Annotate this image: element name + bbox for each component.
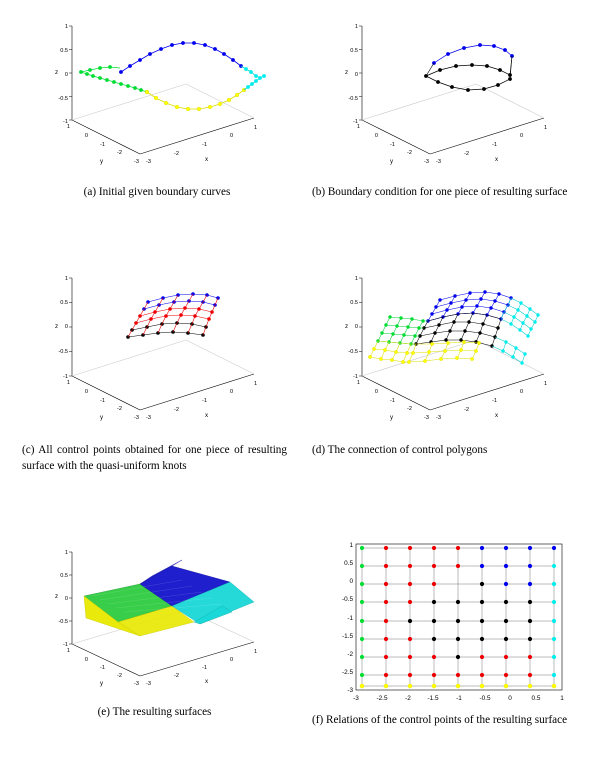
tick-x: -2 [174, 673, 179, 679]
panel-c-caption-text: All control points obtained for one piece of resulting surface with the quasi-uniform knots [22, 444, 287, 473]
tick-y: -2 [407, 150, 412, 156]
tick-z: 1 [64, 276, 68, 282]
axis-label-z: z [55, 593, 59, 600]
axis-label-y: y [100, 158, 104, 165]
tick-y: -2 [117, 406, 122, 412]
tick-z: 1 [354, 276, 358, 282]
tick-x: 1 [254, 649, 258, 655]
panel-a-caption-text: Initial given boundary curves [98, 186, 231, 198]
plot-b-svg [312, 8, 584, 178]
axis-label-x: x [205, 678, 209, 685]
tick-z: -0.5 [58, 619, 68, 625]
panel-d-plot [312, 258, 587, 438]
plot-f-svg [312, 536, 584, 708]
tick-y: -1.5 [341, 633, 353, 640]
tick-x: 1 [254, 125, 258, 131]
tick-y: 0 [84, 389, 88, 395]
panel-e-plot [22, 540, 297, 700]
axis-label-z: z [55, 69, 59, 76]
panel-c-caption-label: (c) [22, 444, 35, 456]
panel-f-plot [312, 536, 587, 708]
tick-y: -2 [117, 673, 122, 679]
tick-x: -1 [456, 695, 462, 702]
tick-y: -3 [134, 415, 139, 421]
tick-z: 0 [64, 596, 68, 602]
tick-x: 0 [520, 133, 524, 139]
axis-label-x: x [495, 412, 499, 419]
panel-b-caption-label: (b) [312, 186, 326, 198]
tick-x: 1 [544, 381, 548, 387]
panel-b [312, 8, 587, 200]
tick-z: -0.5 [58, 96, 68, 102]
tick-y: 1 [66, 380, 70, 386]
tick-x: -3 [146, 415, 151, 421]
tick-z: 1 [354, 24, 358, 30]
panel-d-caption-label: (d) [312, 444, 326, 456]
tick-z: -1 [353, 119, 358, 125]
tick-x: 1 [560, 695, 564, 702]
tick-z: -0.5 [58, 349, 68, 355]
tick-z: -1 [63, 642, 68, 648]
axis-label-y: y [390, 414, 394, 421]
tick-z: 0.5 [60, 300, 68, 306]
tick-x: -3 [146, 681, 151, 687]
panel-c [22, 258, 297, 474]
tick-z: 0.5 [60, 48, 68, 54]
tick-x: -2 [464, 151, 469, 157]
tick-y: 0 [374, 133, 378, 139]
tick-y: -2 [407, 406, 412, 412]
tick-x: -1 [202, 398, 207, 404]
tick-z: 1 [64, 550, 68, 556]
tick-x: -3 [353, 695, 359, 702]
panel-a-plot [22, 8, 292, 178]
tick-y: 1 [66, 648, 70, 654]
tick-x: -3 [146, 159, 151, 165]
plot-a-svg [22, 8, 292, 178]
tick-y: -3 [134, 681, 139, 687]
tick-z: 1 [64, 24, 68, 30]
tick-y: -1 [390, 142, 395, 148]
panel-e-caption-text: The resulting surfaces [112, 706, 212, 718]
tick-x: -1 [202, 142, 207, 148]
plot-d-svg [312, 258, 584, 438]
tick-y: -3 [347, 687, 353, 694]
tick-y: 0.5 [344, 560, 353, 567]
tick-x: 0 [230, 657, 234, 663]
panel-e [22, 540, 297, 720]
tick-y: -1 [390, 398, 395, 404]
axis-label-x: x [495, 156, 499, 163]
tick-x: 0 [230, 389, 234, 395]
panel-b-plot [312, 8, 587, 178]
panel-e-caption [22, 704, 287, 720]
tick-x: -0.5 [479, 695, 491, 702]
tick-x: 0.5 [531, 695, 541, 702]
tick-y: -3 [424, 415, 429, 421]
tick-y: -1 [100, 142, 105, 148]
tick-x: 0 [508, 695, 512, 702]
tick-y: -2 [347, 651, 353, 658]
tick-y: 1 [356, 124, 360, 130]
panel-d [312, 258, 587, 458]
tick-x: -1 [492, 398, 497, 404]
tick-z: -0.5 [348, 96, 358, 102]
tick-z: 0 [64, 324, 68, 330]
panel-a-caption-label: (a) [83, 186, 97, 198]
tick-z: 0.5 [350, 300, 358, 306]
panel-c-caption [22, 442, 287, 474]
axis-label-z: z [345, 323, 349, 330]
panel-b-caption-text: Boundary condition for one piece of resulting surface [327, 186, 568, 198]
tick-y: -0.5 [341, 596, 353, 603]
panel-d-caption-text: The connection of control polygons [327, 444, 488, 456]
tick-x: 0 [520, 389, 524, 395]
panel-a [22, 8, 292, 200]
tick-y: -1 [100, 398, 105, 404]
panel-f-caption [312, 712, 577, 728]
tick-z: -1 [353, 374, 358, 380]
tick-x: -2 [174, 151, 179, 157]
tick-z: -1 [63, 374, 68, 380]
tick-x: 1 [254, 381, 258, 387]
tick-x: -2.5 [376, 695, 388, 702]
tick-y: 0 [84, 133, 88, 139]
tick-y: 0 [374, 389, 378, 395]
panel-a-caption [22, 184, 292, 200]
axis-label-x: x [205, 156, 209, 163]
tick-x: 0 [230, 133, 234, 139]
tick-x: -3 [436, 159, 441, 165]
axis-label-z: z [345, 69, 349, 76]
panel-c-plot [22, 258, 297, 438]
tick-z: -1 [63, 119, 68, 125]
tick-z: 0 [354, 324, 358, 330]
panel-b-caption [312, 184, 575, 200]
tick-y: 0 [84, 657, 88, 663]
tick-x: -1 [492, 142, 497, 148]
axis-label-y: y [100, 680, 104, 687]
tick-y: 1 [349, 542, 353, 549]
panel-e-caption-label: (e) [97, 706, 110, 718]
tick-y: -1 [347, 615, 353, 622]
tick-y: -2 [117, 150, 122, 156]
axis-label-y: y [100, 414, 104, 421]
tick-y: -1 [100, 665, 105, 671]
tick-y: -2.5 [341, 669, 353, 676]
panel-f-caption-text: Relations of the control points of the resulting surface [325, 714, 568, 726]
panel-d-caption [312, 442, 577, 458]
tick-y: -3 [424, 159, 429, 165]
tick-y: 1 [66, 124, 70, 130]
tick-z: -0.5 [348, 349, 358, 355]
tick-x: -3 [436, 415, 441, 421]
tick-z: 0 [354, 72, 358, 78]
tick-y: 1 [356, 380, 360, 386]
axis-label-x: x [205, 412, 209, 419]
tick-x: -2 [464, 407, 469, 413]
tick-x: -2 [174, 407, 179, 413]
tick-x: -2 [405, 695, 411, 702]
tick-y: 0 [349, 578, 353, 585]
tick-z: 0.5 [60, 573, 68, 579]
tick-y: -3 [134, 159, 139, 165]
tick-x: 1 [544, 125, 548, 131]
plot-e-svg [22, 540, 294, 700]
axis-label-z: z [55, 323, 59, 330]
plot-c-svg [22, 258, 294, 438]
tick-z: 0 [64, 72, 68, 78]
tick-x: -1.5 [427, 695, 439, 702]
axis-label-y: y [390, 158, 394, 165]
panel-f-caption-label: (f) [312, 714, 324, 726]
panel-f [312, 536, 587, 728]
tick-z: 0.5 [350, 48, 358, 54]
tick-x: -1 [202, 665, 207, 671]
